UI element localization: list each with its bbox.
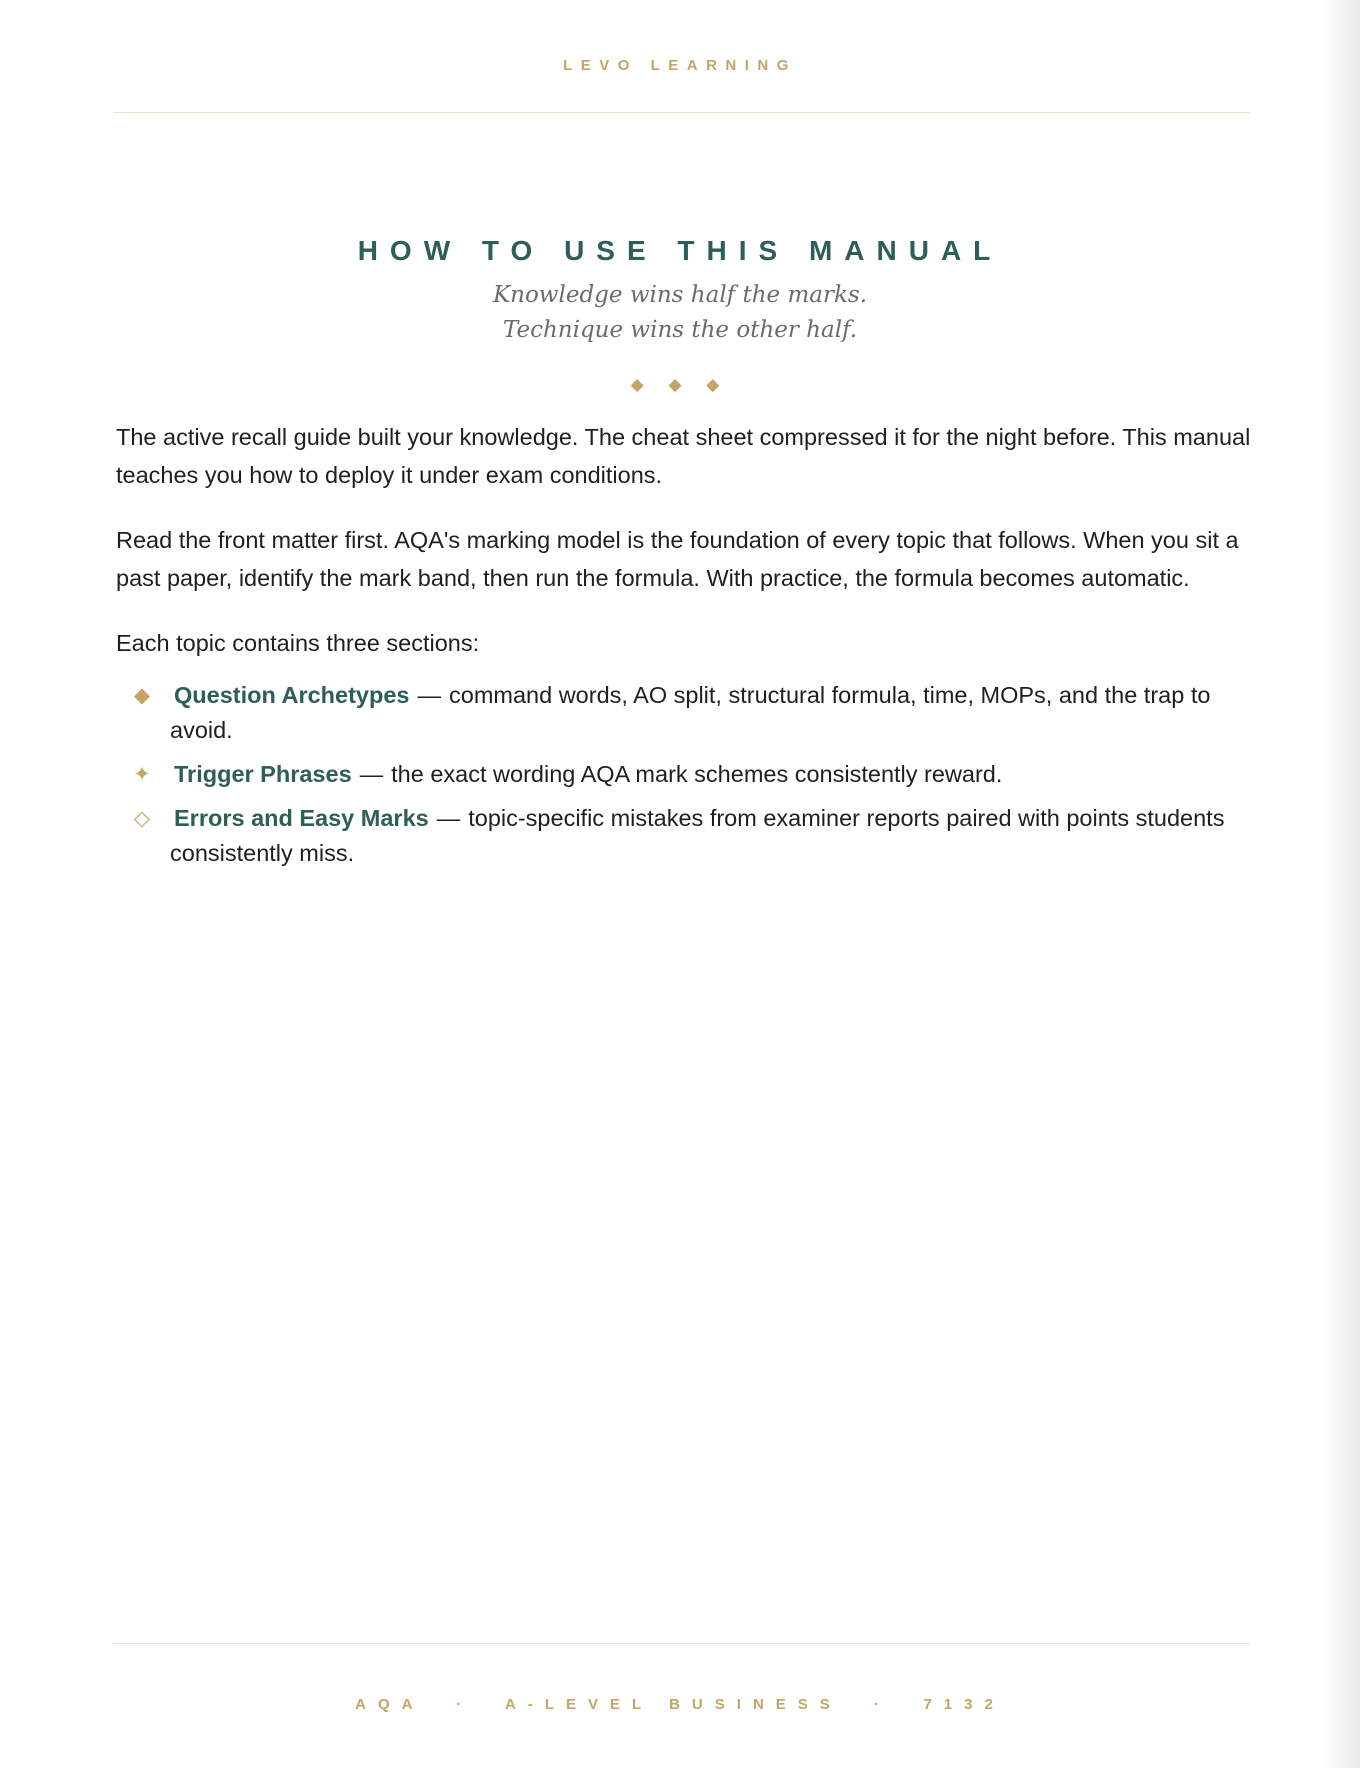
em-dash: — [359, 761, 384, 787]
subtitle-line-2: Technique wins the other half. [502, 317, 858, 343]
list-item-question-archetypes [130, 678, 1256, 748]
subtitle-line-1: Knowledge wins half the marks. [492, 282, 868, 308]
list-item-trigger-phrases [130, 757, 1256, 792]
section-title: Question Archetypes [174, 682, 410, 708]
section-title: Trigger Phrases [174, 761, 352, 787]
em-dash: — [436, 805, 461, 831]
page-title: HOW TO USE THIS MANUAL [357, 235, 1003, 266]
outline-diamond-icon: ◇ [133, 807, 151, 830]
body-content [116, 418, 1256, 880]
footer-divider [113, 1643, 1250, 1644]
filled-diamond-icon: ◆ [133, 684, 151, 707]
section-description: topic-specific mistakes from examiner reports paired with points students consistently miss. [170, 805, 1225, 866]
diamond-ornament-icon: ◆ ◆ ◆ [630, 375, 730, 394]
em-dash: — [417, 682, 441, 708]
page-footer: AQA · A-LEVEL BUSINESS · 7132 [355, 1696, 1005, 1713]
brand-header: LEVO LEARNING [563, 57, 797, 74]
section-description: command words, AO split, structural formula, time, MOPs, and the trap to avoid. [170, 682, 1211, 743]
intro-paragraph: The active recall guide built your knowledge. The cheat sheet compressed it for the night before. This manual teaches you how to deploy it under exam conditions. [116, 424, 1251, 488]
list-item-errors-and-easy-marks [130, 801, 1256, 871]
section-title: Errors and Easy Marks [174, 805, 429, 831]
front-matter-paragraph: Read the front matter first. AQA's marking model is the foundation of every topic that follows. When you sit a past paper, identify the mark band, then run the formula. With practice, the formula becomes automatic. [116, 527, 1239, 591]
sections-intro-paragraph: Each topic contains three sections: [116, 630, 480, 656]
section-list [116, 678, 1256, 871]
section-description: the exact wording AQA mark schemes consistently reward. [391, 761, 1003, 787]
four-point-star-icon: ✦ [133, 763, 151, 786]
header-divider [113, 112, 1250, 113]
page-subtitle [0, 278, 1360, 348]
